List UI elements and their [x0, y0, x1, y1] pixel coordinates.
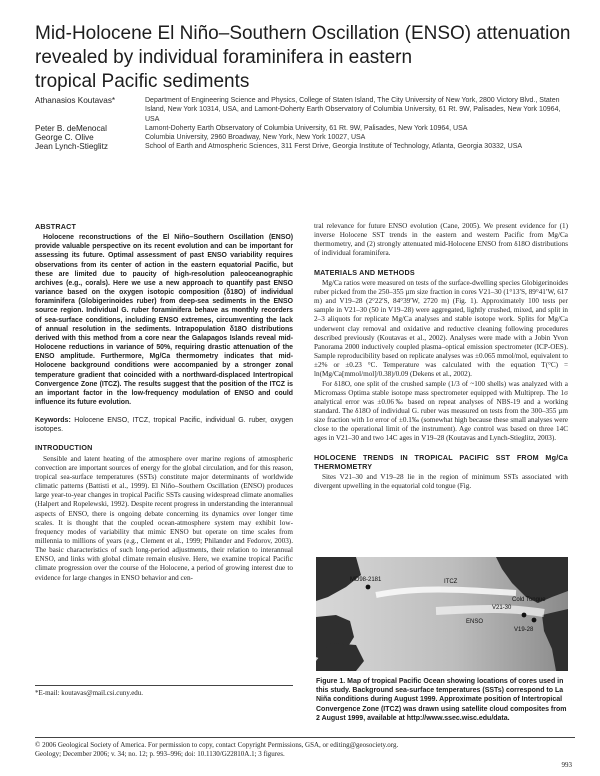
intro-continued: tral relevance for future ENSO evolution (Cane, 2005). We present evidence for (1) inverse Holocene SST trends in the eastern and western Pacific from Mg/Ca thermometry, and (2) strongly attenuated mid-Holocene ENSO from δ18O distributions of individual foraminifera. [314, 222, 568, 258]
author-name: George C. Olive [35, 133, 94, 143]
core-marker-v19-28 [532, 618, 537, 623]
methods-paragraph-2: For δ18O, one split of the crushed sample (1/3 of ~100 shells) was analyzed with a Micromass Optima stable isotope mass spectrometer equipped with Multiprep. The 1σ analytical error was ±0.06‰ based on repeat analyses of NBS-19 and a working standard. The δ18O of individual G. ruber was measured on tests from the 300–355 µm size fraction with 1σ error of ±0.1‰ (somewhat high because these small analyses were close to the operational limit of the instrument). Age control was based on three 14C ages in V21–30 and two 14C ages in V19–28 (Koutavas and Lynch-Stieglitz, 2003). [314, 379, 568, 443]
methods-heading: MATERIALS AND METHODS [314, 267, 415, 277]
author-affiliation: Columbia University, 2960 Broadway, New York, New York 10027, USA [145, 134, 366, 142]
author-name: Peter B. deMenocal [35, 123, 107, 133]
keywords-list: Holocene ENSO, ITCZ, tropical Pacific, individual G. ruber, oxygen isotopes. [35, 417, 293, 434]
footnote-email: *E-mail: koutavas@mail.csi.cuny.edu. [35, 685, 293, 697]
methods-paragraph-1: Mg/Ca ratios were measured on tests of the surface-dwelling species Globigerinoides ruber picked from the 250–355 µm size fraction in cores V21–30 (1°13′S, 89°41′W, 617 m) and V19–28 (2°22′S, 84°39′W, 2720 m) (Fig. 1). Approximately 100 tests per sample in V21–30 (50 in V19–28) were aggregated, lightly crushed, mixed, and split in 2–3 aliquots for replicate Mg/Ca analyses and stable isotope work. Splits for Mg/Ca underwent clay removal and oxidative and reductive cleaning following procedures described previously (Koutavas et al., 2002). Analyses were made with a Jobin Yvon Panorama 2000 inductively coupled plasma–optical emission spectrometer (ICP-OES). Sample reproducibility based on replicate analyses was ±0.065 mmol/mol, equivalent to ±2% or ±0.23 °C. Temperature was calculated with the equation T(°C) = ln(Mg/Ca[mmol/mol]/0.38)/0.09 (Dekens et al., 2002). [314, 278, 568, 379]
title-line: tropical Pacific sediments [35, 71, 250, 92]
label-v19-28: V19-28 [514, 627, 534, 633]
paper-title [35, 22, 575, 94]
trends-heading: HOLOCENE TRENDS IN TROPICAL PACIFIC SST FROM Mg/Ca THERMOMETRY [314, 452, 568, 471]
keywords-label: Keywords: [35, 417, 71, 425]
core-marker-west [366, 585, 371, 590]
author-affiliation: Lamont-Doherty Earth Observatory of Columbia University, 61 Rt. 9W, Palisades, New York 10964, USA [145, 124, 468, 132]
sst-map-svg [316, 557, 568, 671]
author-row [35, 96, 575, 124]
abstract-heading: ABSTRACT [35, 222, 77, 231]
author-name: Athanasios Koutavas* [35, 96, 116, 105]
author-name: Jean Lynch-Stieglitz [35, 142, 108, 152]
label-cold-tongue: Cold Tongue [512, 597, 546, 603]
title-line: revealed by individual foraminifera in eastern [35, 47, 413, 68]
copyright-line: © 2006 Geological Society of America. For permission to copy, contact Copyright Permissions, GSA, or editing@geosociety.org. [35, 741, 399, 749]
author-row [35, 133, 575, 142]
abstract-text: Holocene reconstructions of the El Niño–Southern Oscillation (ENSO) provide valuable perspective on its recent evolution and can be important for assessing its future. Optimal assessment of past ENSO variability requires observations from its center of action in the eastern equatorial Pacific, but these are limited due to paucity of high-resolution paleoceanographic archives (e.g., corals). Here we use a new approach to quantify past ENSO variance based on the oxygen isotopic composition (δ18O) of individual foraminifera (Globigerinoides ruber) from deep-sea sediments in the ENSO source region. Individual G. ruber foraminifera behave as monthly recorders of sea-surface conditions, including ENSO extremes, circumventing the lack of annual resolution in the sediments. Intrapopulation δ18O distributions derived with this method from a core near the Galapagos Islands reveal mid-Holocene reductions in variance of 50%, requiring drastic attenuation of the ENSO amplitude. Furthermore, Mg/Ca thermometry indicates that mid-Holocene background conditions were accompanied by a stronger zonal temperature gradient that coincided with a northward-displaced Intertropical Convergence Zone (ITCZ). The results suggest that the position of the ITCZ is an important factor in the low-frequency modulation of ENSO and could influence its future evolution. [35, 234, 293, 406]
author-row [35, 142, 575, 151]
left-column [35, 222, 293, 583]
core-marker-v21-30 [522, 613, 527, 618]
keywords [35, 416, 293, 434]
title-line: Mid-Holocene El Niño–Southern Oscillation (ENSO) attenuation [35, 23, 571, 44]
author-row [35, 124, 575, 133]
citation-line: Geology; December 2006; v. 34; no. 12; p. 993–996; doi: 10.1130/G22810A.1; 3 figures. [35, 750, 285, 758]
label-itcz: ITCZ [444, 579, 458, 585]
label-v21-30: V21-30 [492, 605, 512, 611]
author-affiliation: School of Earth and Atmospheric Sciences, 311 Ferst Drive, Georgia Institute of Technology, Atlanta, Georgia 30332, USA [145, 143, 523, 151]
label-enso: ENSO [466, 619, 484, 625]
intro-paragraph: Sensible and latent heating of the atmosphere over marine regions of atmospheric convection are important sources of energy for the global circulation, and for this reason, tropical sea-surface temperatures (SSTs) constitute major determinants of worldwide climatic patterns (Battisti et al., 1999). El Niño–Southern Oscillation (ENSO) produces large year-to-year changes in tropical Pacific SSTs causing widespread climate anomalies (Halpert and Ropelewski, 1992). Despite recent progress in understanding the interannual aspects of ENSO, there is ongoing debate concerning its dynamics over longer time scales. It is thought that the coupled ocean-atmosphere system may exhibit low-frequency modes of variability that mimic ENSO but operate on time scales from millennia to millions of years (e.g., Clement et al., 1999; Philander and Fedorov, 2003). The basic characteristics of such long-period adjustments, their relation to interannual ENSO, and links with global climate remain elusive. Here, we examine tropical Pacific climate progression over the course of the Holocene, a period of growing interest due to evidence for large changes in ENSO behavior and cen- [35, 454, 293, 582]
figure-1-caption: Figure 1. Map of tropical Pacific Ocean showing locations of cores used in this study. Background sea-surface temperatures (SSTs) correspond to La Niña conditions during August 1999. Approximate position of Intertropical Convergence Zone (ITCZ) was drawn using satellite cloud composites from 2 August 1999, available at http://www.ssec.wisc.edu/data. [316, 678, 567, 722]
author-block [35, 96, 575, 152]
trends-paragraph: Sites V21–30 and V19–28 lie in the region of minimum SSTs associated with divergent upwelling in the equatorial cold tongue (Fig. [314, 472, 568, 491]
cold-tongue-band [436, 609, 544, 613]
page-number: 993 [561, 761, 572, 769]
intro-heading: INTRODUCTION [35, 443, 93, 453]
right-column [314, 222, 568, 491]
page-footer [35, 737, 575, 759]
author-affiliation: Department of Engineering Science and Physics, College of Staten Island, The City University of New York, 2800 Victory Blvd., Staten Island, New York 10314, USA, and Lamont-Doherty Earth Observatory of Columbia University, 61 Rt. 9W, Palisades, New York 10964, USA [145, 97, 561, 123]
label-core-west: MD98-2181 [350, 577, 382, 583]
figure-1-map [316, 557, 568, 671]
